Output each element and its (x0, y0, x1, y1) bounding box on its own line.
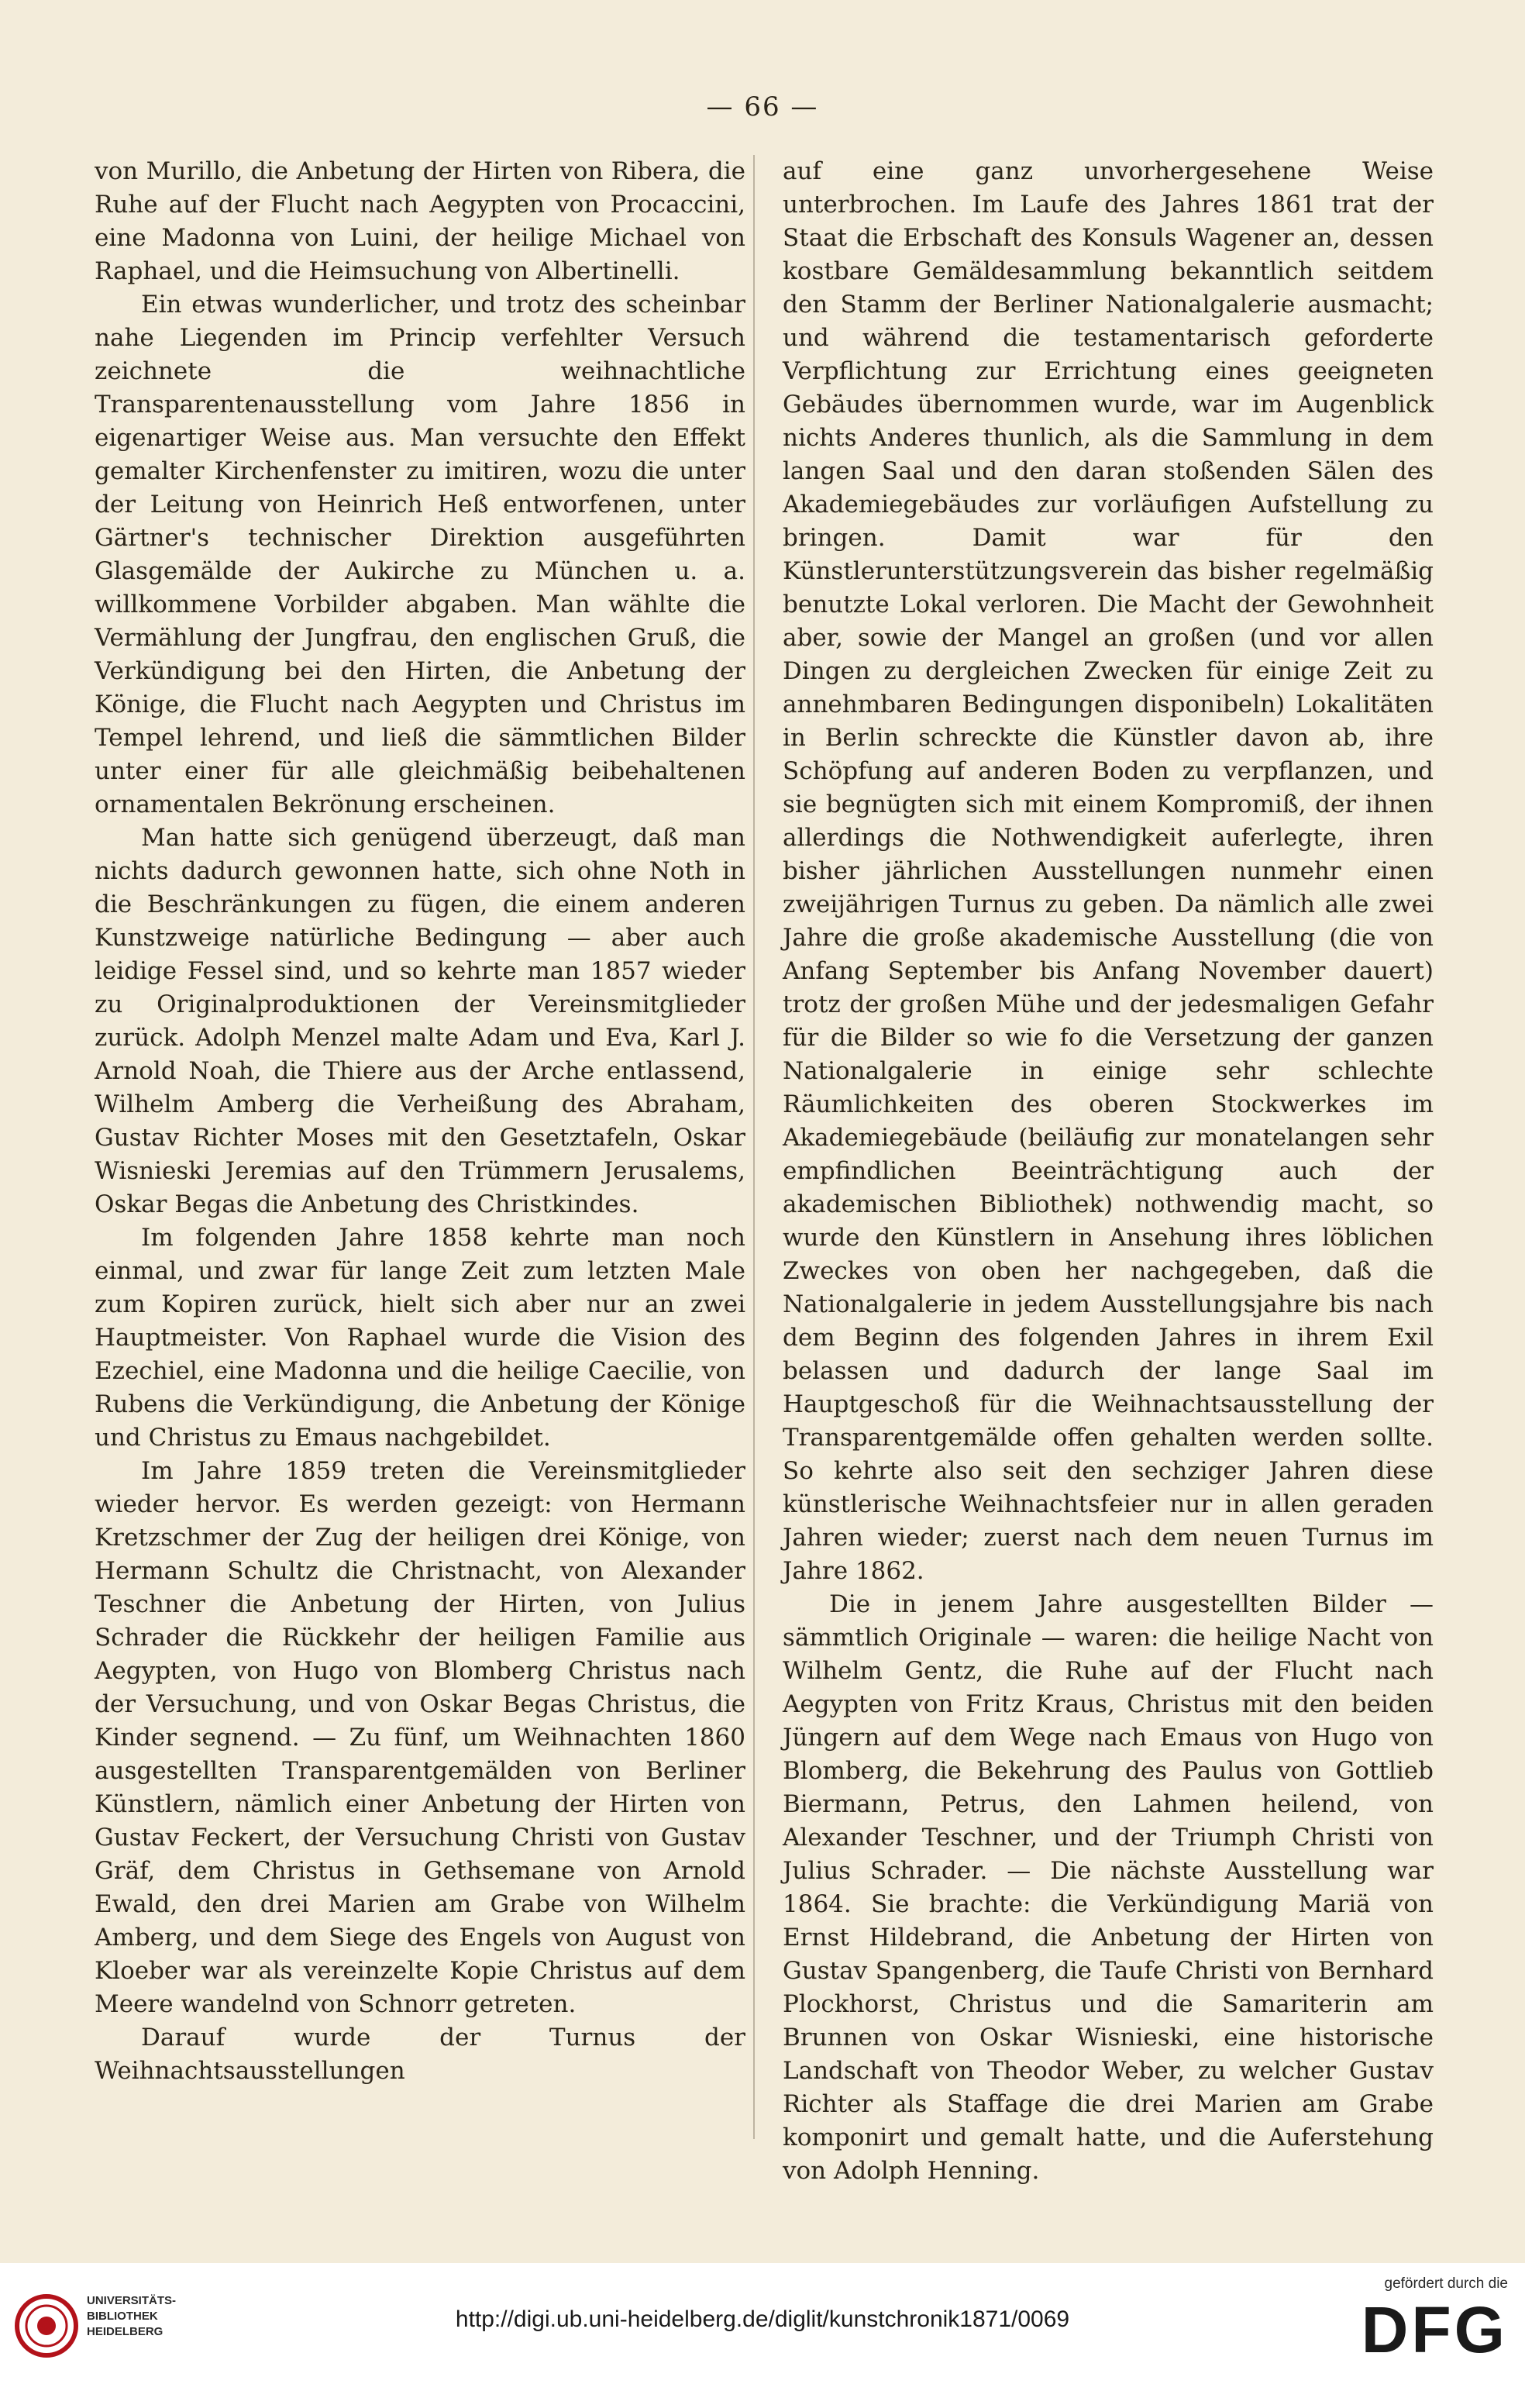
column-divider (753, 155, 755, 2139)
funding-credit (1353, 2275, 1508, 2366)
paragraph: von Murillo, die Anbetung der Hirten von Ribera, die Ruhe auf der Flucht nach Aegypten von Procaccini, eine Madonna von Luini, der heilige Michael von Raphael, und die Heimsuchung von Albertinelli. (95, 157, 745, 285)
paragraph: Man hatte sich genügend überzeugt, daß man nichts dadurch gewonnen hatte, sich ohne Noth in die Beschränkungen zu fügen, die einem anderen Kunstzweige natürliche Bedingung — aber auch leidige Fessel sind, und so kehrte man 1857 wieder zu Originalproduktionen der Vereinsmitglieder zurück. Adolph Menzel malte Adam und Eva, Karl J. Arnold Noah, die Thiere aus der Arche entlassend, Wilhelm Amberg die Verheißung des Abraham, Gustav Richter Moses mit den Gesetztafeln, Oskar Wisnieski Jeremias auf den Trümmern Jerusalems, Oskar Begas die Anbetung des Christkindes. (95, 824, 745, 1218)
source-url-link[interactable]: http://digi.ub.uni-heidelberg.de/diglit/kunstchronik1871/0069 (455, 2306, 1070, 2332)
footer-bar (0, 2263, 1525, 2408)
university-name: UNIVERSITÄTS- BIBLIOTHEK HEIDELBERG (87, 2294, 177, 2338)
paragraph: auf eine ganz unvorhergesehene Weise unterbrochen. Im Laufe des Jahres 1861 trat der Staat die Erbschaft des Konsuls Wagener an, dessen kostbare Gemäldesammlung bekanntlich seitdem den Stamm der Berliner Nationalgalerie ausmacht; und während die testamentarisch geforderte Verpflichtung zur Errichtung eines geeigneten Gebäudes übernommen wurde, war im Augenblick nichts Anderes thunlich, als die Sammlung in dem langen Saal und den daran stoßenden Sälen des Akademiegebäudes zur vorläufigen Aufstellung zu bringen. Damit war für den Künstlerunterstützungsverein das bisher regelmäßig benutzte Lokal verloren. Die Macht der Gewohnheit aber, sowie der Mangel an großen (und vor allen Dingen zu dergleichen Zwecken für einige Zeit zu annehmbaren Bedingungen disponibeln) Lokalitäten in Berlin schreckte die Künstler davon ab, ihre Schöpfung auf anderen Boden zu verpflanzen, und sie begnügten sich mit einem Kompromiß, der ihnen allerdings die Nothwendigkeit auferlegte, ihren bisher jährlichen Ausstellungen nunmehr einen zweijährigen Turnus zu geben. Da nämlich alle zwei Jahre die große akademische Ausstellung (die von Anfang September bis Anfang November dauert) trotz der großen Mühe und der jedesmaligen Gefahr für die Bilder so wie fo die Versetzung der ganzen Nationalgalerie in einige sehr schlechte Räumlichkeiten des oberen Stockwerkes im Akademiegebäude (beiläufig zur monatelangen sehr empfindlichen Beeinträchtigung auch der akademischen Bibliothek) nothwendig macht, so wurde den Künstlern in Ansehung ihres löblichen Zweckes von oben her nachgegeben, daß die Nationalgalerie in jedem Ausstellungsjahre bis nach dem Beginn des folgenden Jahres in ihrem Exil belassen und dadurch der lange Saal im Hauptgeschoß für die Weihnachtsausstellung der Transparentgemälde offen gehalten werden sollte. So kehrte also seit den sechziger Jahren diese künstlerische Weihnachtsfeier nur in allen geraden Jahren wieder; zuerst nach dem neuen Turnus im Jahre 1862. (783, 157, 1434, 1585)
paragraph: Darauf wurde der Turnus der Weihnachtsausstellungen (95, 2024, 745, 2085)
page-number: — 66 — (706, 91, 819, 122)
dfg-logo[interactable]: DFG (1361, 2293, 1508, 2366)
text-column-left (95, 155, 745, 2147)
paragraph: Im folgenden Jahre 1858 kehrte man noch einmal, und zwar für lange Zeit zum letzten Male zum Kopiren zurück, hielt sich aber nur an zwei Hauptmeister. Von Raphael wurde die Vision des Ezechiel, eine Madonna und die heilige Caecilie, von Rubens die Verkündigung, die Anbetung der Könige und Christus zu Emaus nachgebildet. (95, 1224, 745, 1452)
paragraph: Die in jenem Jahre ausgestellten Bilder — sämmtlich Originale — waren: die heilige Nacht von Wilhelm Gentz, die Ruhe auf der Flucht nach Aegypten von Fritz Kraus, Christus mit den beiden Jüngern auf dem Wege nach Emaus von Hugo von Blomberg, die Bekehrung des Paulus von Gottlieb Biermann, Petrus, den Lahmen heilend, von Alexander Teschner, und der Triumph Christi von Julius Schrader. — Die nächste Ausstellung war 1864. Sie brachte: die Verkündigung Mariä von Ernst Hildebrand, die Anbetung der Hirten von Gustav Spangenberg, die Taufe Christi von Bernhard Plockhorst, Christus und die Samariterin am Brunnen von Oskar Wisnieski, eine historische Landschaft von Theodor Weber, zu welcher Gustav Richter als Staffage die drei Marien am Grabe komponirt und gemalt hatte, und die Auferstehung von Adolph Henning. (783, 1590, 1434, 2185)
paragraph: Ein etwas wunderlicher, und trotz des scheinbar nahe Liegenden im Princip verfehlter Versuch zeichnete die weihnachtliche Transparentenausstellung vom Jahre 1856 in eigenartiger Weise aus. Man versuchte den Effekt gemalter Kirchenfenster zu imitiren, wozu die unter der Leitung von Heinrich Heß entworfenen, unter Gärtner's technischer Direktion ausgeführten Glasgemälde der Aukirche zu München u. a. willkommene Vorbilder abgaben. Man wählte die Vermählung der Jungfrau, den englischen Gruß, die Verkündigung bei den Hirten, die Anbetung der Könige, die Flucht nach Aegypten und Christus im Tempel lehrend, und ließ die sämmtlichen Bilder unter einer für alle gleichmäßig beibehaltenen ornamentalen Bekrönung erscheinen. (95, 291, 745, 818)
paragraph: Im Jahre 1859 treten die Vereinsmitglieder wieder hervor. Es werden gezeigt: von Hermann Kretzschmer der Zug der heiligen drei Könige, von Hermann Schultz die Christnacht, von Alexander Teschner die Anbetung der Hirten, von Julius Schrader die Rückkehr der heiligen Familie aus Aegypten, von Hugo von Blomberg Christus nach der Versuchung, und von Oskar Begas Christus, die Kinder segnend. — Zu fünf, um Weihnachten 1860 ausgestellten Transparentgemälden von Berliner Künstlern, nämlich einer Anbetung der Hirten von Gustav Feckert, der Versuchung Christi von Gustav Gräf, dem Christus in Gethsemane von Arnold Ewald, den drei Marien am Grabe von Wilhelm Amberg, und dem Siege des Engels von August von Kloeber war als vereinzelte Kopie Christus auf dem Meere wandelnd von Schnorr getreten. (95, 1457, 745, 2018)
funding-label: gefördert durch die (1384, 2275, 1508, 2292)
text-column-right (783, 155, 1434, 2185)
